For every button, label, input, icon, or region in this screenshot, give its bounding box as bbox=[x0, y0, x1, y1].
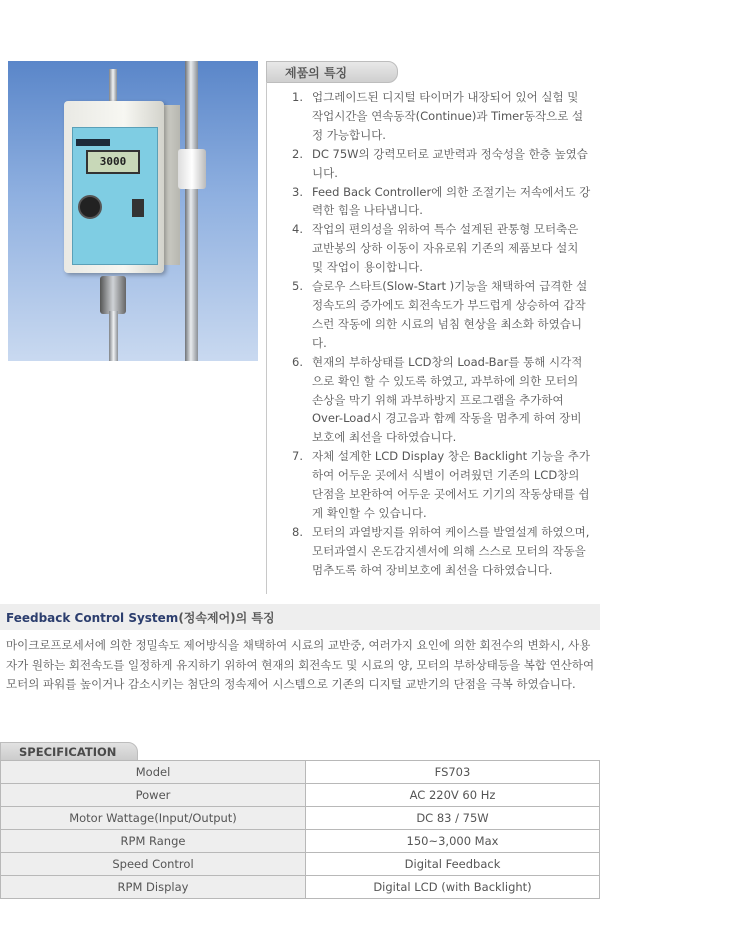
spec-value: Digital LCD (with Backlight) bbox=[306, 876, 600, 899]
specification-title: SPECIFICATION bbox=[19, 745, 117, 759]
spec-value: 150~3,000 Max bbox=[306, 830, 600, 853]
spec-value: DC 83 / 75W bbox=[306, 807, 600, 830]
table-row bbox=[1, 784, 600, 807]
power-switch bbox=[132, 199, 144, 217]
table-row bbox=[1, 830, 600, 853]
divider bbox=[266, 82, 267, 594]
spec-key: Power bbox=[1, 784, 306, 807]
spec-key: Speed Control bbox=[1, 853, 306, 876]
table-row bbox=[1, 876, 600, 899]
features-tab bbox=[266, 61, 398, 83]
stirrer-shaft-bottom bbox=[109, 311, 118, 361]
spec-value: AC 220V 60 Hz bbox=[306, 784, 600, 807]
feature-item: 7. 자체 설계한 LCD Display 창은 Backlight 기능을 추가하여 어두운 곳에서 식별이 어려웠던 기존의 LCD창의 단점을 보완하여 어두운 곳에서도 기기의 작동상태를 쉽게 확인할 수 있습니다. bbox=[292, 449, 590, 520]
feedback-header bbox=[0, 604, 600, 630]
feature-item: 4. 작업의 편의성을 위하여 특수 설계된 관통형 모터축은 교반봉의 상하 이동이 자유로워 기존의 제품보다 설치 및 작업이 용이합니다. bbox=[292, 222, 579, 275]
chuck bbox=[100, 276, 126, 314]
table-row bbox=[1, 761, 600, 784]
speed-knob bbox=[78, 195, 102, 219]
feature-item: 6. 현재의 부하상태를 LCD창의 Load-Bar를 통해 시각적으로 확인 할 수 있도록 하였고, 과부하에 의한 모터의 손상을 막기 위해 과부하방지 프로그램을 추가하여 Over-Load시 경고음과 함께 작동을 멈추게 하여 장비보호에 최선을 다하였습니다. bbox=[292, 354, 583, 445]
specification-table bbox=[0, 760, 600, 899]
feature-item: 3. Feed Back Controller에 의한 조절기는 저속에서도 강력한 힘을 나타냅니다. bbox=[292, 184, 591, 218]
rod-clamp bbox=[178, 149, 206, 189]
spec-key: RPM Display bbox=[1, 876, 306, 899]
spec-value: FS703 bbox=[306, 761, 600, 784]
lcd-display: 3000 bbox=[86, 150, 140, 174]
feature-item: 2. DC 75W의 강력모터로 교반력과 정숙성을 한층 높였습니다. bbox=[292, 146, 588, 180]
spec-key: RPM Range bbox=[1, 830, 306, 853]
feature-item: 5. 슬로우 스타트(Slow-Start )기능을 채택하여 급격한 설정속도의 증가에도 회전속도가 부드럽게 상승하여 갑작스런 작동에 의한 시료의 넘침 현상을 최소화 하였습니다. bbox=[292, 279, 588, 350]
spec-key: Motor Wattage(Input/Output) bbox=[1, 807, 306, 830]
spec-key: Model bbox=[1, 761, 306, 784]
feature-item: 8. 모터의 과열방지를 위하여 케이스를 발열설계 하였으며, 모터과열시 온도감지센서에 의해 스스로 모터의 작동을 멈추도록 하여 장비보호에 최선을 다하였습니다. bbox=[292, 524, 590, 577]
product-photo bbox=[8, 61, 258, 361]
features-list bbox=[292, 88, 592, 580]
brand-plate bbox=[76, 139, 110, 146]
spec-value: Digital Feedback bbox=[306, 853, 600, 876]
feature-item: 1. 업그레이드된 디지털 타이머가 내장되어 있어 실험 및 작업시간을 연속동작(Continue)과 Timer동작으로 설정 가능합니다. bbox=[292, 90, 584, 142]
feedback-title: Feedback Control System(정속제어)의 특징 bbox=[6, 611, 275, 625]
stand-rod bbox=[185, 61, 198, 361]
feedback-description: 마이크로프로세서에 의한 정밀속도 제어방식을 채택하여 시료의 교반중, 여러가지 요인에 의한 회전수의 변화시, 사용자가 원하는 회전속도를 일정하게 유지하기 위하여 현재의 회전속도 및 시료의 양, 모터의 부하상태등을 복합 연산하여 모터의 파워를 높이거나 감소시키는 첨단의 정속제어 시스템으로 기존의 디지털 교반기의 단점을 극복 하였습니다. bbox=[6, 638, 595, 691]
table-row bbox=[1, 807, 600, 830]
features-title: 제품의 특징 bbox=[285, 66, 348, 80]
table-row bbox=[1, 853, 600, 876]
